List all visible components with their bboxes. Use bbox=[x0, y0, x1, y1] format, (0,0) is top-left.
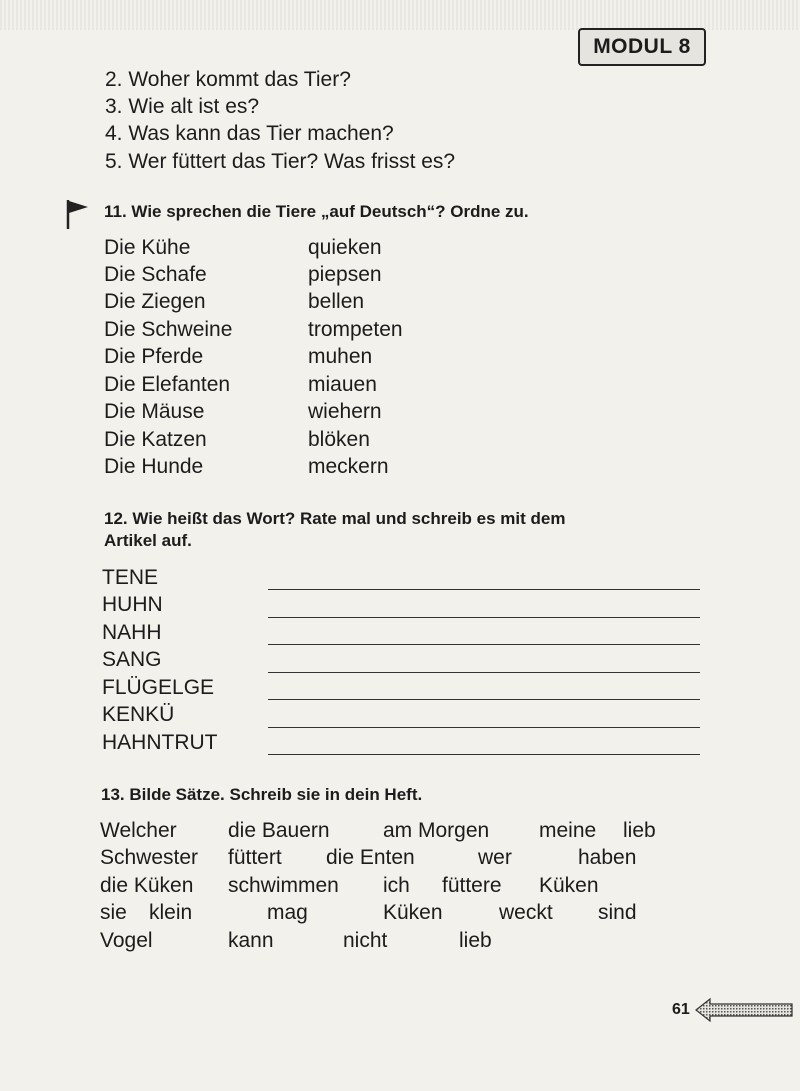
answer-line[interactable] bbox=[268, 644, 700, 645]
exercise-13-title: 13. Bilde Sätze. Schreib sie in dein Heft. bbox=[101, 785, 423, 804]
question-5: 5. Wer füttert das Tier? Was frisst es? bbox=[105, 150, 456, 173]
word-chip: mag bbox=[267, 901, 308, 924]
animal-item: Die Pferde bbox=[104, 345, 204, 368]
exercise-11-title: 11. Wie sprechen die Tiere „auf Deutsch“? Ordne zu. bbox=[104, 202, 529, 221]
word-chip: Welcher bbox=[100, 819, 177, 842]
word-chip: klein bbox=[149, 901, 193, 924]
flag-icon bbox=[64, 198, 90, 230]
word-chip: die Bauern bbox=[228, 819, 330, 842]
answer-line[interactable] bbox=[268, 589, 700, 590]
word-chip: nicht bbox=[343, 929, 388, 952]
animal-item: Die Schafe bbox=[104, 263, 207, 286]
word-chip: füttert bbox=[228, 846, 282, 869]
sound-item: blöken bbox=[308, 428, 370, 451]
sound-item: wiehern bbox=[308, 400, 382, 423]
answer-line[interactable] bbox=[268, 672, 700, 673]
sound-item: piepsen bbox=[308, 263, 382, 286]
word-chip: wer bbox=[478, 846, 512, 869]
scrambled-word: SANG bbox=[102, 648, 162, 671]
word-chip: schwimmen bbox=[228, 874, 339, 897]
animal-item: Die Schweine bbox=[104, 318, 233, 341]
word-chip: kann bbox=[228, 929, 274, 952]
animal-item: Die Elefanten bbox=[104, 373, 231, 396]
sound-item: meckern bbox=[308, 455, 389, 478]
word-chip: weckt bbox=[499, 901, 553, 924]
question-3: 3. Wie alt ist es? bbox=[105, 95, 260, 118]
sound-item: miauen bbox=[308, 373, 377, 396]
scrambled-word: HAHNTRUT bbox=[102, 731, 218, 754]
scrambled-word: NAHH bbox=[102, 621, 162, 644]
word-chip: ich bbox=[383, 874, 410, 897]
scrambled-word: FLÜGELGE bbox=[102, 676, 215, 699]
sound-item: quieken bbox=[308, 236, 382, 259]
word-chip: meine bbox=[539, 819, 597, 842]
word-chip: Vogel bbox=[100, 929, 153, 952]
module-label: MODUL 8 bbox=[578, 28, 706, 66]
animal-item: Die Mäuse bbox=[104, 400, 205, 423]
question-4: 4. Was kann das Tier machen? bbox=[105, 122, 394, 145]
word-chip: lieb bbox=[623, 819, 656, 842]
word-chip: Schwester bbox=[100, 846, 199, 869]
answer-line[interactable] bbox=[268, 699, 700, 700]
animal-item: Die Kühe bbox=[104, 236, 191, 259]
animal-item: Die Hunde bbox=[104, 455, 204, 478]
word-chip: lieb bbox=[459, 929, 492, 952]
sound-item: trompeten bbox=[308, 318, 403, 341]
word-chip: sind bbox=[598, 901, 637, 924]
answer-line[interactable] bbox=[268, 754, 700, 755]
page-number: 61 bbox=[672, 1001, 690, 1018]
exercise-12-title-cont: Artikel auf. bbox=[104, 531, 192, 550]
word-chip: füttere bbox=[442, 874, 502, 897]
sound-item: bellen bbox=[308, 290, 365, 313]
word-chip: am Morgen bbox=[383, 819, 490, 842]
word-chip: die Enten bbox=[326, 846, 415, 869]
word-chip: sie bbox=[100, 901, 127, 924]
answer-line[interactable] bbox=[268, 727, 700, 728]
word-chip: haben bbox=[578, 846, 637, 869]
scrambled-word: HUHN bbox=[102, 593, 163, 616]
word-chip: die Küken bbox=[100, 874, 194, 897]
answer-line[interactable] bbox=[268, 617, 700, 618]
word-chip: Küken bbox=[539, 874, 599, 897]
exercise-12-title: 12. Wie heißt das Wort? Rate mal und schreib es mit dem bbox=[104, 509, 566, 528]
animal-item: Die Ziegen bbox=[104, 290, 206, 313]
word-chip: Küken bbox=[383, 901, 443, 924]
question-2: 2. Woher kommt das Tier? bbox=[105, 68, 351, 91]
scrambled-word: KENKÜ bbox=[102, 703, 175, 726]
animal-item: Die Katzen bbox=[104, 428, 207, 451]
page-arrow-icon bbox=[694, 996, 794, 1024]
sound-item: muhen bbox=[308, 345, 373, 368]
scrambled-word: TENE bbox=[102, 566, 159, 589]
top-band bbox=[0, 0, 800, 30]
